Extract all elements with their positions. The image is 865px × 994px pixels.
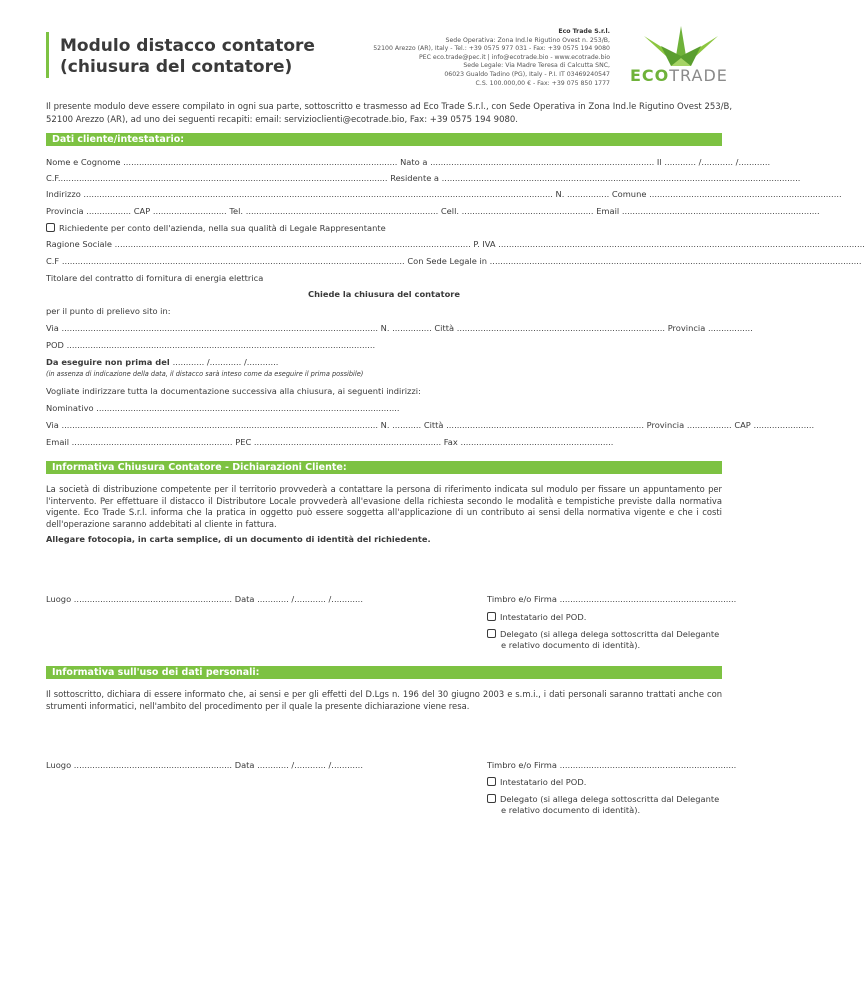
intro-text: Il presente modulo deve essere compilato in ogni sua parte, sottoscritto e trasmesso ad Eco Trade S.r.l., con Sede Operativa in Zona Ind.le Rigutino Ovest 253/B, 52100 Arezzo (AR), ad uno dei seguenti recapiti: email: servizioclienti@ecotrade.bio, Fax: +39 0575 194 9080.: [46, 102, 733, 125]
label-timbro: Timbro e/o Firma: [487, 594, 557, 604]
punto-text: per il punto di prelievo sito in:: [46, 306, 171, 316]
field-data[interactable]: ............ /............ /............: [257, 594, 363, 604]
label-via2: Via: [46, 420, 59, 430]
label-eseguire: Da eseguire non prima del: [46, 357, 170, 367]
sig2-timbro: [487, 760, 736, 770]
chiede-heading: Chiede la chiusura del contatore: [307, 289, 461, 299]
label-delegato-2: e relativo documento di identità).: [501, 640, 641, 650]
field-sede-legale[interactable]: .............................................................................................................................................: [489, 256, 862, 266]
field-cf2[interactable]: ..................................................................................................................................: [61, 256, 405, 266]
logo-eco: ECO: [630, 66, 670, 85]
label-n2: N.: [380, 323, 390, 333]
company-line: 52100 Arezzo (AR), Italy - Tel.: +39 0575 977 031 - Fax: +39 0575 194 9080: [373, 45, 610, 53]
field-citta[interactable]: ...............................................................................: [456, 323, 666, 333]
label-luogo: Luogo: [46, 760, 72, 770]
field-luogo[interactable]: ............................................................: [73, 760, 233, 770]
label-cell: Cell.: [440, 206, 460, 216]
label-timbro: Timbro e/o Firma: [487, 760, 557, 770]
label-comune: Comune: [611, 189, 647, 199]
sig2-opt-intestatario: [487, 777, 586, 788]
label-intestatario: Intestatario del POD.: [500, 777, 587, 787]
company-line: Sede Legale: Via Madre Teresa di Calcutta SNC,: [463, 62, 610, 70]
label-provincia3: Provincia: [646, 420, 685, 430]
section-informativa-chiusura: Informativa Chiusura Contatore - Dichiarazioni Cliente:: [46, 461, 722, 474]
label-intestatario: Intestatario del POD.: [500, 612, 587, 622]
row-eseguire: [46, 356, 722, 368]
field-il[interactable]: ............ /............ /............: [664, 157, 771, 167]
page-title: [60, 36, 315, 78]
label-residente: Residente a: [390, 173, 440, 183]
label-fax: Fax: [443, 437, 458, 447]
label-ragione: Ragione Sociale: [46, 239, 113, 249]
titolare-text: Titolare del contratto di fornitura di energia elettrica: [46, 273, 264, 283]
row-indirizzo: [46, 188, 842, 200]
field-citta2[interactable]: ...........................................................................: [446, 420, 644, 430]
informativa-chiusura-text: La società di distribuzione competente per il territorio provvederà a contattare la persona di riferimento indicata sul modulo per fissare un appuntamento per l'intervento. Per effettuare il distacco il Distributore Locale provvederà all'evasione della richiesta secondo le modalità e tempistiche previste dalla normativa vigente. Eco Trade S.r.l. informa che la pratica in oggetto può essere soggetta all'applicazione di un contributo ai sensi della normativa vigente e che i costi dell'operazione saranno addebitati al cliente in fattura.: [46, 484, 722, 529]
row-cf: [46, 172, 801, 184]
label-sede-legale: Con Sede Legale in: [407, 256, 488, 266]
label-delegato-2: e relativo documento di identità).: [501, 805, 641, 815]
label-cf2: C.F: [46, 256, 60, 266]
label-cap: CAP: [133, 206, 151, 216]
row-nominativo: [46, 402, 722, 414]
company-line: C.S. 100.000,00 € - Fax: +39 075 850 1777: [475, 79, 610, 87]
row-via2: [46, 419, 815, 431]
field-eseguire-data[interactable]: ............ /............ /............: [172, 357, 279, 367]
informativa-dati-text: Il sottoscritto, dichiara di essere informato che, ai sensi e per gli effetti del D.Lgs n. 196 del 30 giugno 2003 e s.m.i., i dati personali saranno trattati anche con strumenti informatici, nell'ambito del procedimento per il quale la presente dichiarazione viene resa.: [46, 689, 722, 711]
row-email-pec-fax: [46, 436, 722, 448]
field-nato[interactable]: .....................................................................................: [430, 157, 655, 167]
checkbox-intestatario[interactable]: [487, 612, 496, 621]
field-provincia[interactable]: .................: [86, 206, 132, 216]
logo-wordmark: [630, 66, 728, 85]
sig1-opt-delegato: [487, 629, 719, 651]
field-via2[interactable]: ........................................................................................................................: [61, 420, 379, 430]
field-ragione[interactable]: .......................................................................................................................................: [114, 239, 471, 249]
label-pod: POD: [46, 340, 64, 350]
field-piva[interactable]: ...........................................................................................................................................: [498, 239, 865, 249]
field-cap2[interactable]: .......................: [753, 420, 815, 430]
label-cap2: CAP: [734, 420, 751, 430]
label-email2: Email: [46, 437, 70, 447]
field-data[interactable]: ............ /............ /............: [257, 760, 363, 770]
section-dati-cliente: Dati cliente/intestatario:: [46, 133, 722, 146]
field-provincia2[interactable]: .................: [707, 323, 753, 333]
field-tel[interactable]: .........................................................................: [245, 206, 439, 216]
section-informativa-dati: Informativa sull'uso dei dati personali:: [46, 666, 722, 679]
eseguire-note: (in assenza di indicazione della data, il distacco sarà inteso come da eseguire il prima possibile): [46, 370, 364, 378]
field-cf[interactable]: ............................................................................................................................: [60, 173, 391, 183]
allegare-text: Allegare fotocopia, in carta semplice, di un documento di identità del richiedente.: [46, 534, 431, 544]
field-residente[interactable]: ........................................................................................................................................: [441, 173, 801, 183]
company-line: 06023 Gualdo Tadino (PG), Italy - P.I. IT 03469240547: [444, 70, 610, 78]
field-nominativo[interactable]: ...................................................................................................................: [96, 403, 400, 413]
checkbox-delegato[interactable]: [487, 629, 496, 638]
label-provincia2: Provincia: [667, 323, 706, 333]
sig1-luogo-data: [46, 594, 363, 604]
row-pod: [46, 339, 722, 351]
field-comune[interactable]: .........................................................................: [649, 189, 842, 199]
field-indirizzo[interactable]: ..................................................................................................................................................................................: [83, 189, 553, 199]
row-via: [46, 322, 753, 334]
indirizzare-text: Vogliate indirizzare tutta la documentazione successiva alla chiusura, ai seguenti indirizzi:: [46, 386, 421, 396]
field-email2[interactable]: .............................................................: [71, 437, 233, 447]
field-fax[interactable]: ..........................................................: [460, 437, 614, 447]
label-legale-rappresentante: Richiedente per conto dell'azienda, nella sua qualità di Legale Rappresentante: [59, 223, 386, 233]
sig2-luogo-data: [46, 760, 363, 770]
title-line-1: Modulo distacco contatore: [60, 36, 315, 56]
label-data: Data: [234, 594, 255, 604]
sig1-timbro: [487, 594, 736, 604]
label-provincia: Provincia: [46, 206, 84, 216]
checkbox-legale-rappresentante[interactable]: [46, 223, 55, 232]
field-email[interactable]: ...........................................................................: [621, 206, 820, 216]
label-via: Via: [46, 323, 59, 333]
label-citta2: Città: [423, 420, 444, 430]
sig2-opt-delegato: [487, 794, 719, 816]
field-cap[interactable]: ............................: [152, 206, 227, 216]
field-n[interactable]: ................: [567, 189, 610, 199]
label-piva: P. IVA: [473, 239, 496, 249]
company-line: PEC eco.trade@pec.it | info@ecotrade.bio - www.ecotrade.bio: [418, 53, 610, 61]
label-luogo: Luogo: [46, 594, 72, 604]
label-delegato-1: Delegato (si allega delega sottoscritta dal Delegante: [500, 629, 720, 639]
field-n2[interactable]: ...............: [392, 323, 432, 333]
row-checkbox-azienda: [46, 222, 722, 234]
title-accent-bar: [46, 32, 49, 78]
label-citta: Città: [434, 323, 455, 333]
label-indirizzo: Indirizzo: [46, 189, 81, 199]
field-n3[interactable]: ...........: [392, 420, 422, 430]
checkbox-intestatario[interactable]: [487, 777, 496, 786]
row-cf2: [46, 255, 862, 267]
label-n3: N.: [380, 420, 390, 430]
label-n: N.: [555, 189, 565, 199]
label-cf: C.F.: [46, 173, 61, 183]
field-luogo[interactable]: ............................................................: [73, 594, 233, 604]
row-provincia: [46, 205, 820, 217]
label-data: Data: [234, 760, 255, 770]
field-via[interactable]: ........................................................................................................................: [61, 323, 379, 333]
row-nome: [46, 156, 771, 168]
logo-trade: TRADE: [669, 66, 728, 85]
label-email: Email: [596, 206, 620, 216]
company-line: Sede Operativa: Zona Ind.le Rigutino Ovest n. 253/B,: [445, 36, 610, 44]
label-nome: Nome e Cognome: [46, 157, 121, 167]
field-nome[interactable]: ........................................................................................................: [123, 157, 398, 167]
label-nato: Nato a: [400, 157, 428, 167]
label-il: Il: [656, 157, 662, 167]
label-tel: Tel.: [229, 206, 244, 216]
label-pec: PEC: [235, 437, 252, 447]
checkbox-delegato[interactable]: [487, 794, 496, 803]
field-timbro[interactable]: ...................................................................: [559, 760, 737, 770]
field-pec[interactable]: .......................................................................: [253, 437, 442, 447]
company-info: [370, 28, 610, 88]
field-provincia3[interactable]: .................: [686, 420, 732, 430]
field-cell[interactable]: ..................................................: [461, 206, 594, 216]
sig1-opt-intestatario: [487, 612, 586, 623]
title-line-2: (chiusura del contatore): [60, 57, 293, 77]
field-pod[interactable]: .....................................................................................................................: [66, 340, 376, 350]
label-delegato-1: Delegato (si allega delega sottoscritta dal Delegante: [500, 794, 720, 804]
label-nominativo: Nominativo: [46, 403, 94, 413]
field-timbro[interactable]: ...................................................................: [559, 594, 737, 604]
row-ragione: [46, 238, 865, 250]
company-name: Eco Trade S.r.l.: [558, 28, 610, 35]
